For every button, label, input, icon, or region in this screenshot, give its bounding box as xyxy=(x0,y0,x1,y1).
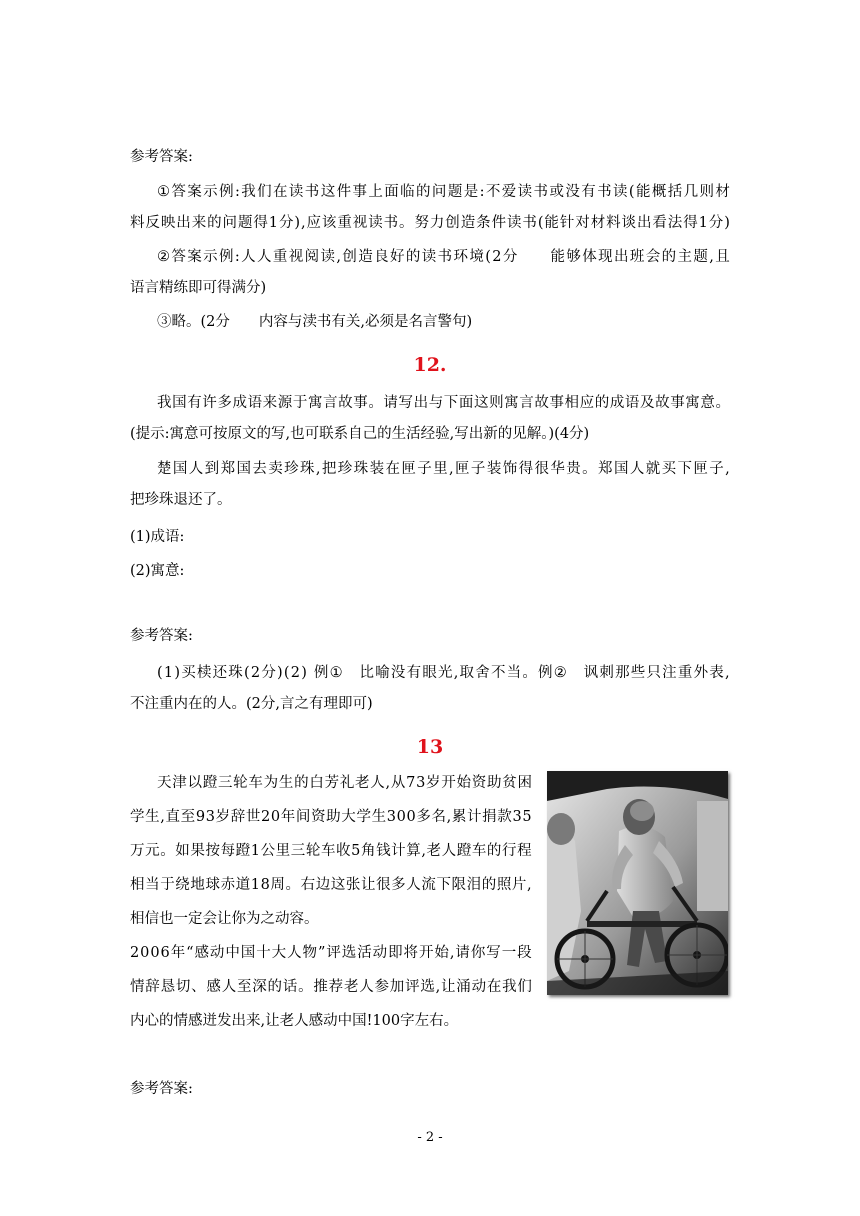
question-12-answer-line-2: 不注重内在的人。(2分,言之有理即可) xyxy=(130,696,373,712)
tricycle-elder-photo xyxy=(547,771,728,995)
question-12-answer-line-1: ( 1 ) 买 椟 还 珠 ( 2 分 ) ( 2 ) 例 ① 比 喻 没 有 眼 光 , 取 舍 不 当 。 例 ② 讽 刺 那 些 只 注 重 外 表 , xyxy=(157,665,730,681)
question-13-line-3: 万 元 。 如 果 按 每 蹬 1 公 里 三 轮 车 收 5 角 钱 计 算 , 老 人 蹬 车 的 行 程 xyxy=(130,843,532,859)
fable-text-line-2: 把珍珠退还了。 xyxy=(130,492,232,508)
moral-blank-label: (2)寓意: xyxy=(130,563,185,579)
question-13-line-4: 相 当 于 绕 地 球 赤 道 1 8 周 。 右 边 这 张 让 很 多 人 流 下 限 泪 的 照 片 , xyxy=(130,877,532,893)
answer-paragraph-2-line-1: ② 答 案 示 例 : 人 人 重 视 阅 读 , 创 造 良 好 的 读 书 环 境 ( 2 分 能 够 体 现 出 班 会 的 主 题 , 且 xyxy=(157,249,730,265)
answer-paragraph-1-line-1: ① 答 案 示 例 : 我 们 在 读 书 这 件 事 上 面 临 的 问 题 是 : 不 爱 读 书 或 没 有 书 读 ( 能 概 括 几 则 材 xyxy=(157,184,730,200)
question-13-line-2: 学 生 , 直 至 9 3 岁 辞 世 2 0 年 间 资 助 大 学 生 3 0 0 多 名 , 累 计 捐 款 3 5 xyxy=(130,809,532,825)
answer-paragraph-3: ③略。(2分 内容与渎书有关,必须是名言警句) xyxy=(157,314,473,330)
answer-heading: 参考答案: xyxy=(130,149,193,165)
tricycle-elder-illustration xyxy=(547,771,728,995)
question-13-line-6: 2 0 0 6 年 “ 感 动 中 国 十 大 人 物 ” 评 选 活 动 即 将 开 始 , 请 你 写 一 段 xyxy=(130,945,532,961)
question-13-line-7: 情 辞 恳 切 、 感 人 至 深 的 话 。 推 荐 老 人 参 加 评 选 , 让 涌 动 在 我 们 xyxy=(130,979,532,995)
fable-text-line-1: 楚 国 人 到 郑 国 去 卖 珍 珠 , 把 珍 珠 装 在 匣 子 里 , 匣 子 装 饰 得 很 华 贵 。 郑 国 人 就 买 下 匣 子 , xyxy=(157,461,730,477)
question-number-13: 13 xyxy=(416,736,444,758)
page-number: - 2 - xyxy=(417,1130,443,1145)
question-12-prompt-line-2: (提示:寓意可按原文的写,也可联系自己的生活经验,写出新的见解。)(4分) xyxy=(130,426,590,442)
question-12-prompt-line-1: 我 国 有 许 多 成 语 来 源 于 寓 言 故 事 。 请 写 出 与 下 面 这 则 寓 言 故 事 相 应 的 成 语 及 故 事 寓 意 。 xyxy=(157,395,730,411)
question-number-12: 12. xyxy=(413,354,447,376)
answer-paragraph-1-line-2: 料 反 映 出 来 的 问 题 得 1 分 ) , 应 该 重 视 读 书 。 努 力 创 造 条 件 读 书 ( 能 针 对 材 料 谈 出 看 法 得 1 分 ) xyxy=(130,215,730,231)
question-13-line-8: 内心的情感迸发出来,让老人感动中国!100字左右。 xyxy=(130,1013,459,1029)
answer-heading: 参考答案: xyxy=(130,628,193,644)
question-13-line-5: 相信也一定会让你为之动容。 xyxy=(130,911,319,927)
idiom-blank-label: (1)成语: xyxy=(130,529,185,545)
question-13-line-1: 天 津 以 蹬 三 轮 车 为 生 的 白 芳 礼 老 人 , 从 7 3 岁 开 始 资 助 贫 困 xyxy=(157,775,532,791)
answer-heading: 参考答案: xyxy=(130,1081,193,1097)
answer-paragraph-2-line-2: 语言精练即可得满分) xyxy=(130,280,267,296)
